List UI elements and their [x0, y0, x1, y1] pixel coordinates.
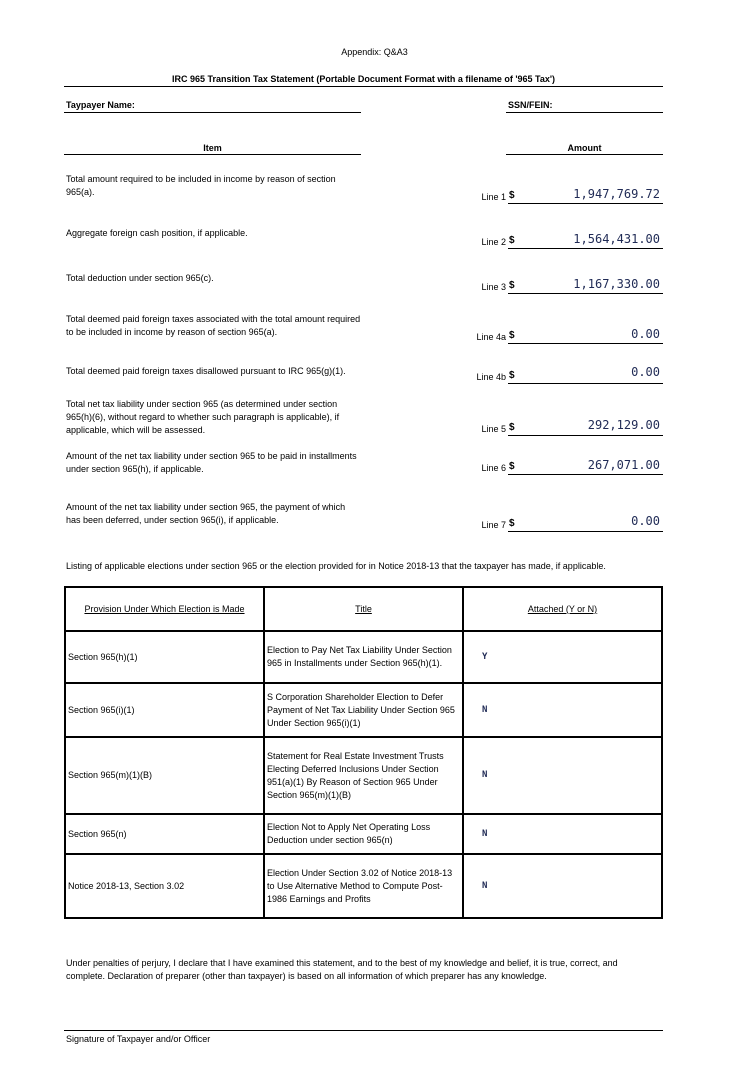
- line-5-currency: $: [509, 422, 515, 433]
- line-7-rule: [508, 531, 663, 532]
- signature-label: Signature of Taxpayer and/or Officer: [66, 1034, 211, 1044]
- item-header-rule: [64, 154, 361, 155]
- line-2-label: Line 2: [481, 237, 506, 247]
- election-title: Election to Pay Net Tax Liability Under Section 965 in Installments under Section 965(h)(1).: [264, 631, 463, 683]
- line-5-rule: [508, 435, 663, 436]
- election-title: Election Under Section 3.02 of Notice 2018-13 to Use Alternative Method to Compute Post-1986 Earnings and Profits: [264, 854, 463, 918]
- line-5-description: Total net tax liability under section 965 (as determined under section 965(h)(6), without regard to whether such paragraph is applicable), if applicable, which will be assessed.: [66, 399, 340, 435]
- line-6-currency: $: [509, 461, 515, 472]
- line-4b-amount: 0.00: [631, 365, 660, 379]
- election-title: Statement for Real Estate Investment Trusts Electing Deferred Inclusions Under Section 951(a)(1) By Reason of Section 965 Under Section 965(m)(1)(B): [264, 737, 463, 814]
- line-4b-currency: $: [509, 370, 515, 381]
- table-row: [65, 737, 662, 814]
- line-2-description: Aggregate foreign cash position, if applicable.: [66, 228, 248, 238]
- line-6-label: Line 6: [481, 463, 506, 473]
- election-provision: Section 965(i)(1): [65, 683, 264, 737]
- election-attached[interactable]: Y: [463, 631, 662, 683]
- line-4a-label: Line 4a: [476, 332, 506, 342]
- election-attached[interactable]: N: [463, 737, 662, 814]
- line-2-rule: [508, 248, 663, 249]
- line-7-amount: 0.00: [631, 514, 660, 528]
- ssn-field[interactable]: [506, 112, 663, 113]
- line-3-rule: [508, 293, 663, 294]
- line-5-label: Line 5: [481, 424, 506, 434]
- appendix-label: Appendix: Q&A3: [341, 47, 408, 57]
- table-row: [65, 683, 662, 737]
- election-provision: Notice 2018-13, Section 3.02: [65, 854, 264, 918]
- title-header: Title: [264, 587, 463, 631]
- election-title: S Corporation Shareholder Election to Defer Payment of Net Tax Liability Under Section 965 Under Section 965(i)(1): [264, 683, 463, 737]
- election-attached[interactable]: N: [463, 814, 662, 854]
- line-1-label: Line 1: [481, 192, 506, 202]
- line-6-description: Amount of the net tax liability under section 965 to be paid in installments under section 965(h), if applicable.: [66, 451, 357, 474]
- election-title: Election Not to Apply Net Operating Loss Deduction under section 965(n): [264, 814, 463, 854]
- line-1-currency: $: [509, 190, 515, 201]
- amount-header: Amount: [567, 143, 602, 153]
- election-provision: Section 965(h)(1): [65, 631, 264, 683]
- statement-title: IRC 965 Transition Tax Statement (Portable Document Format with a filename of '965 Tax'): [171, 74, 556, 84]
- line-4b-description: Total deemed paid foreign taxes disallowed pursuant to IRC 965(g)(1).: [66, 366, 346, 376]
- line-7-description: Amount of the net tax liability under section 965, the payment of which has been deferred, under section 965(i), if applicable.: [66, 502, 346, 525]
- line-4a-amount: 0.00: [631, 327, 660, 341]
- election-provision: Section 965(m)(1)(B): [65, 737, 264, 814]
- elections-intro: Listing of applicable elections under section 965 or the election provided for in Notice 2018-13 that the taxpayer has made, if applicable.: [66, 561, 606, 571]
- table-row: [65, 631, 662, 683]
- attached-header: Attached (Y or N): [463, 587, 662, 631]
- line-5-amount: 292,129.00: [587, 418, 660, 432]
- election-provision: Section 965(n): [65, 814, 264, 854]
- line-1-rule: [508, 203, 663, 204]
- ssn-label: SSN/FEIN:: [508, 100, 553, 110]
- line-6-amount: 267,071.00: [587, 458, 660, 472]
- line-6-rule: [508, 474, 663, 475]
- line-1-description: Total amount required to be included in income by reason of section 965(a).: [66, 174, 336, 197]
- line-4b-label: Line 4b: [476, 372, 506, 382]
- line-3-amount: 1,167,330.00: [573, 277, 660, 291]
- amount-header-rule: [506, 154, 663, 155]
- line-4a-description: Total deemed paid foreign taxes associated with the total amount required to be included in income by reason of section 965(a).: [66, 314, 361, 337]
- taxpayer-name-field[interactable]: [64, 112, 361, 113]
- line-7-label: Line 7: [481, 520, 506, 530]
- signature-line[interactable]: [64, 1030, 663, 1031]
- provision-header: Provision Under Which Election is Made: [65, 587, 264, 631]
- line-2-currency: $: [509, 235, 515, 246]
- election-attached[interactable]: N: [463, 854, 662, 918]
- line-2-amount: 1,564,431.00: [573, 232, 660, 246]
- table-row: [65, 814, 662, 854]
- line-7-currency: $: [509, 518, 515, 529]
- election-attached[interactable]: N: [463, 683, 662, 737]
- line-4a-rule: [508, 343, 663, 344]
- line-1-amount: 1,947,769.72: [573, 187, 660, 201]
- line-4a-currency: $: [509, 330, 515, 341]
- line-3-currency: $: [509, 280, 515, 291]
- line-3-description: Total deduction under section 965(c).: [66, 273, 214, 283]
- taxpayer-name-label: Taypayer Name:: [66, 100, 135, 110]
- perjury-statement: Under penalties of perjury, I declare that I have examined this statement, and to the best of my knowledge and belief, it is true, correct, and complete. Declaration of preparer (other than taxpayer) is based on all information of which preparer has any knowledge.: [66, 958, 618, 981]
- line-3-label: Line 3: [481, 282, 506, 292]
- line-4b-rule: [508, 383, 663, 384]
- item-header: Item: [203, 143, 222, 153]
- table-row: [65, 854, 662, 918]
- elections-header-row: [65, 587, 662, 631]
- elections-table: [64, 586, 663, 919]
- title-underline: [64, 86, 663, 87]
